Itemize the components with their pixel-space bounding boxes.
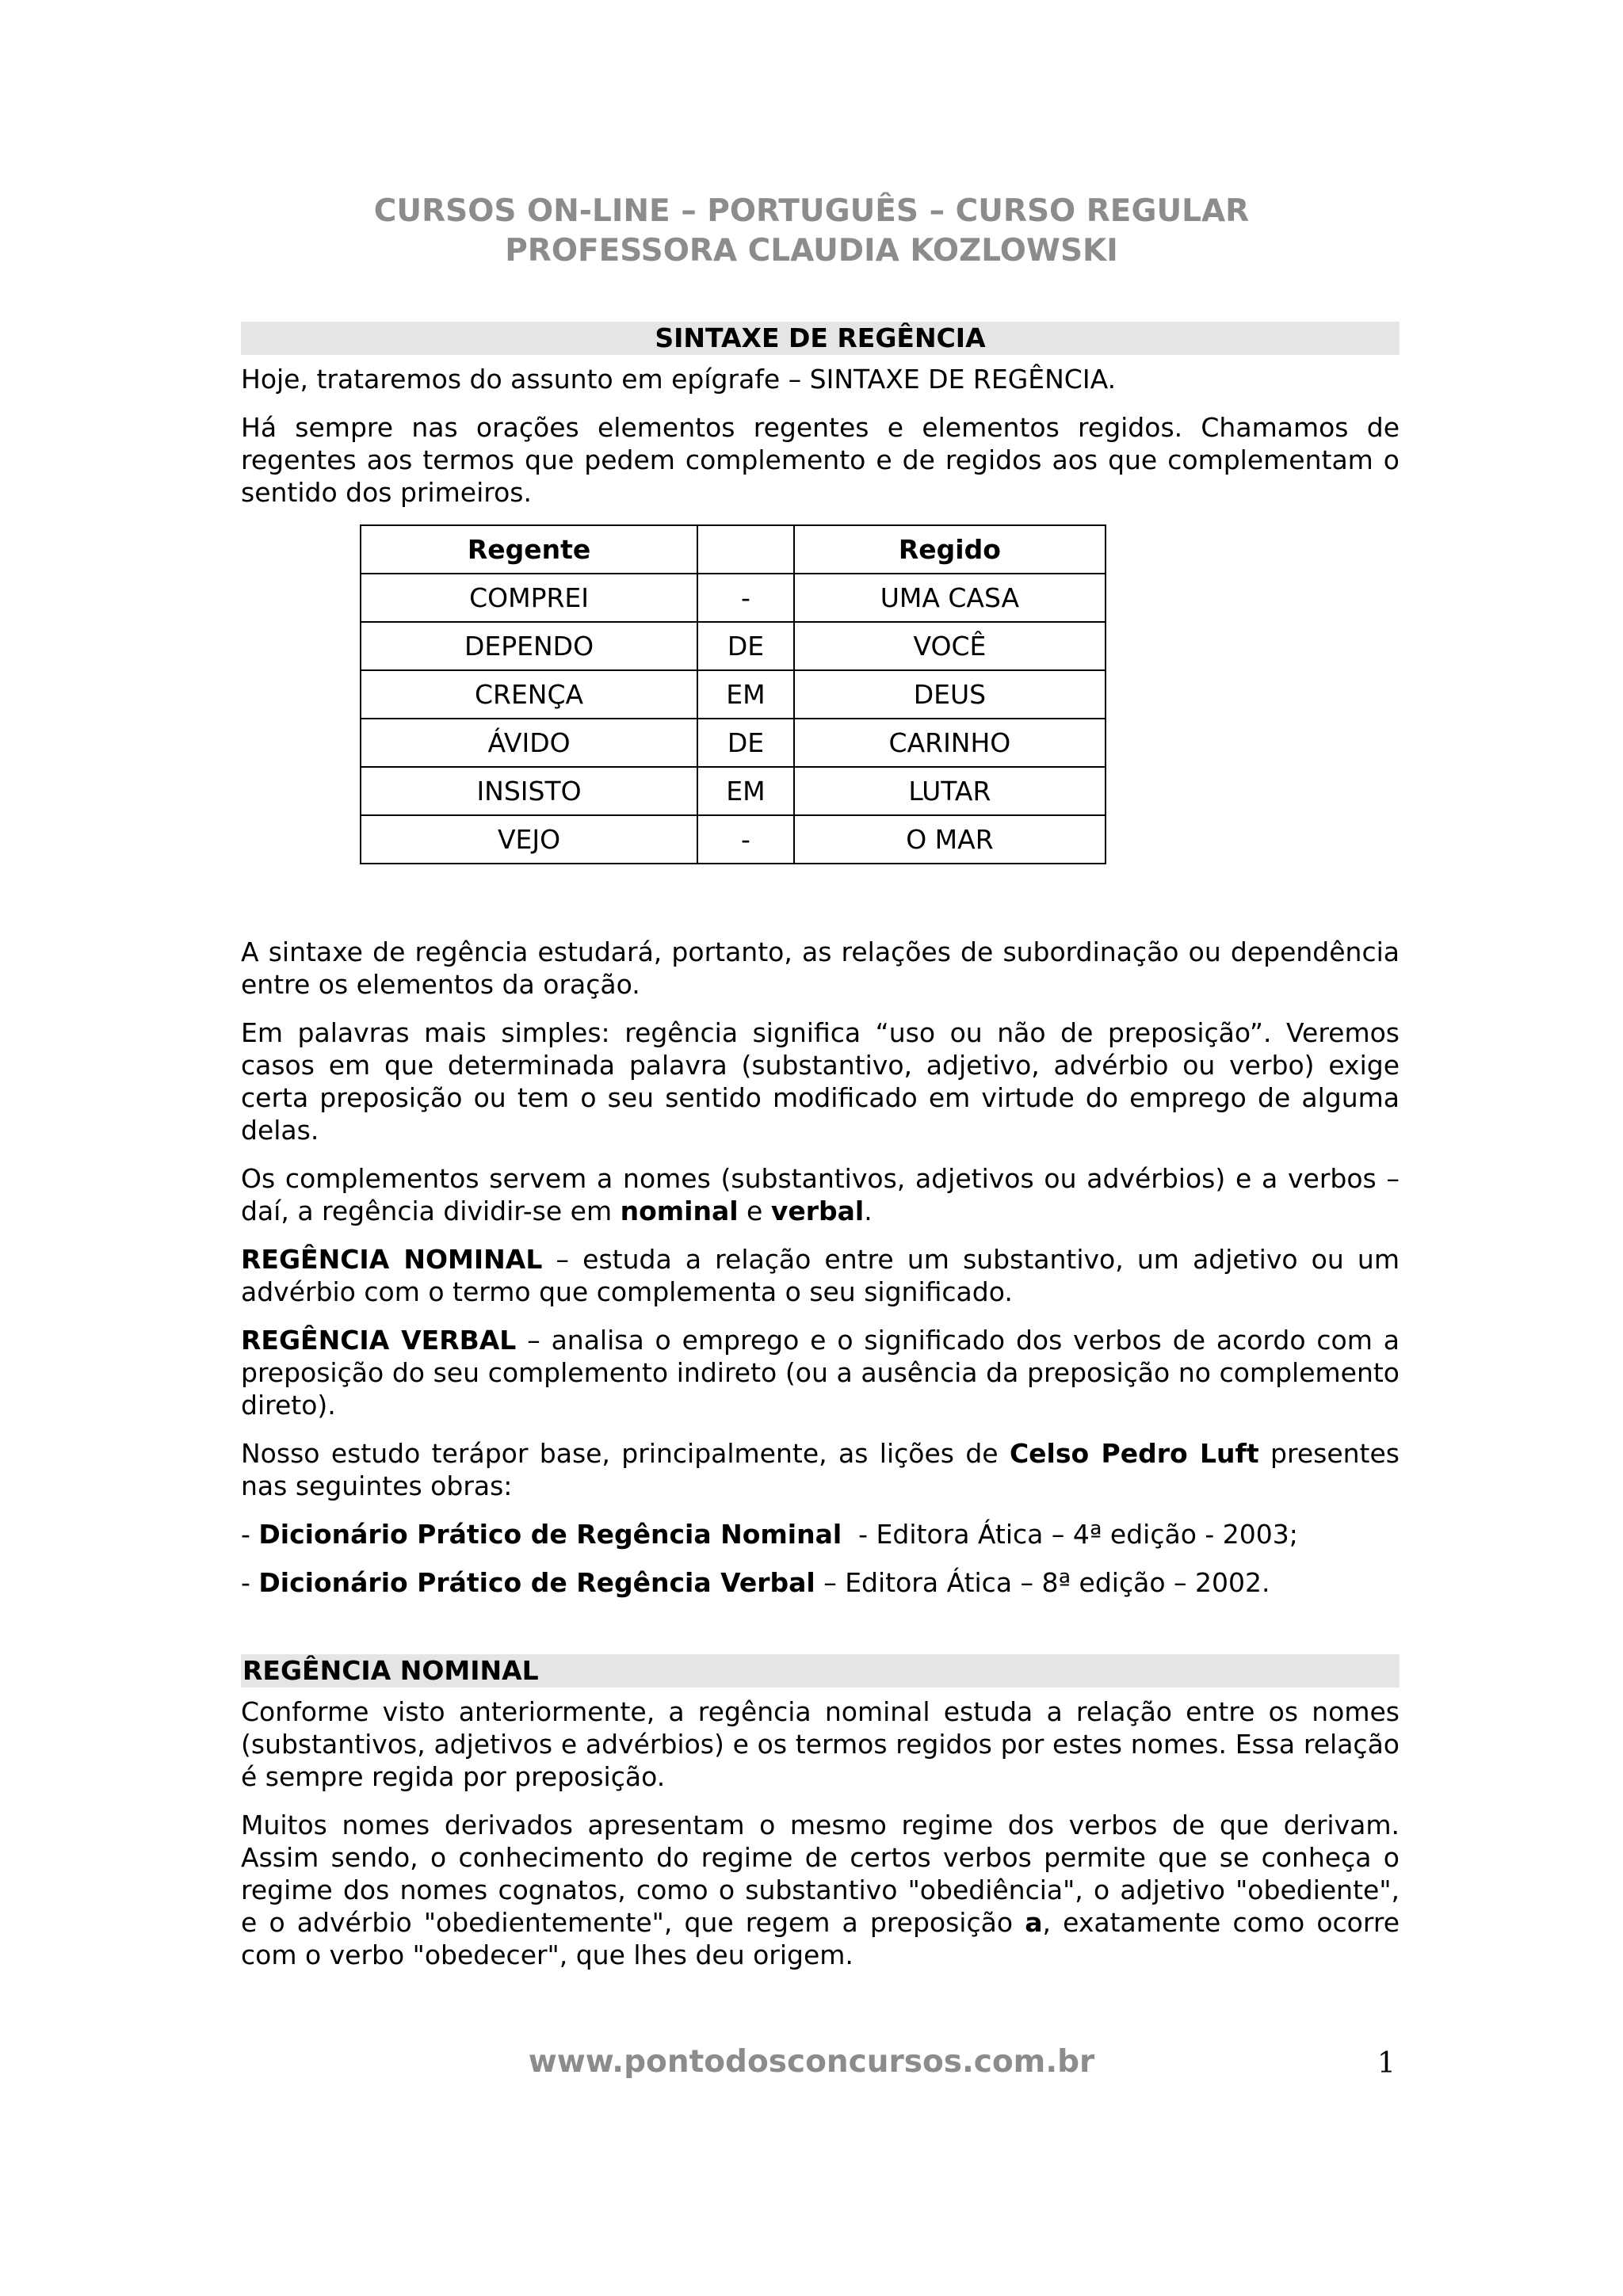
- table-row: [361, 767, 1106, 815]
- table-cell: INSISTO: [361, 767, 697, 815]
- header-regido: Regido: [794, 525, 1106, 574]
- table-row: [361, 815, 1106, 864]
- regencia-table: [360, 524, 1106, 864]
- page-number: 1: [1377, 2047, 1396, 2080]
- table-cell: CARINHO: [794, 719, 1106, 767]
- table-row: [361, 574, 1106, 622]
- intro-paragraph: Hoje, trataremos do assunto em epígrafe – SINTAXE DE REGÊNCIA.: [241, 364, 1117, 395]
- table-row: [361, 622, 1106, 670]
- table-cell: EM: [697, 670, 794, 719]
- table-cell: UMA CASA: [794, 574, 1106, 622]
- paragraph-estudo: Nosso estudo terápor base, principalmente, as lições de Celso Pedro Luft presentes nas seguintes obras:: [241, 1438, 1400, 1501]
- table-cell: COMPREI: [361, 574, 697, 622]
- header-regente: Regente: [361, 525, 697, 574]
- table-header-row: [361, 525, 1106, 574]
- paragraph-regencia-nominal: REGÊNCIA NOMINAL – estuda a relação entre um substantivo, um adjetivo ou um advérbio com o termo que complementa o seu significado.: [241, 1244, 1400, 1307]
- paragraph-regentes: Há sempre nas orações elementos regentes e elementos regidos. Chamamos de regentes aos termos que pedem complemento e de regidos aos que complementam o sentido dos primeiros.: [241, 412, 1400, 508]
- table-row: [361, 719, 1106, 767]
- paragraph-sintaxe: A sintaxe de regência estudará, portanto, as relações de subordinação ou dependência entre os elementos da oração.: [241, 936, 1400, 1000]
- section-title-regencia-nominal: REGÊNCIA NOMINAL: [241, 1654, 1400, 1688]
- page-footer: [0, 2042, 1623, 2090]
- table-cell: VOCÊ: [794, 622, 1106, 670]
- table-cell: LUTAR: [794, 767, 1106, 815]
- table-cell: DEUS: [794, 670, 1106, 719]
- table-cell: DE: [697, 719, 794, 767]
- page-header: [0, 192, 1623, 271]
- paragraph-palavras: Em palavras mais simples: regência significa “uso ou não de preposição”. Veremos casos em que determinada palavra (substantivo, adjetivo, advérbio ou verbo) exige certa preposição ou tem o seu sentido modificado em virtude do emprego de alguma delas.: [241, 1017, 1400, 1146]
- footer-url: www.pontodosconcursos.com.br: [528, 2044, 1095, 2080]
- paragraph-regencia-verbal: REGÊNCIA VERBAL – analisa o emprego e o significado dos verbos de acordo com a preposição do seu complemento indireto (ou a ausência da preposição no complemento direto).: [241, 1325, 1400, 1421]
- table-cell: -: [697, 815, 794, 864]
- paragraph-conforme: Conforme visto anteriormente, a regência nominal estuda a relação entre os nomes (substantivos, adjetivos e advérbios) e os termos regidos por estes nomes. Essa relação é sempre regida por preposição.: [241, 1696, 1400, 1792]
- document-content: [241, 322, 1400, 1987]
- paragraph-nomes-derivados: Muitos nomes derivados apresentam o mesmo regime dos verbos de que derivam. Assim sendo, o conhecimento do regime de certos verbos permite que se conheça o regime dos nomes cognatos, como o substantivo "obediência", o adjetivo "obediente", e o advérbio "obedientemente", que regem a preposição a, exatamente como ocorre com o verbo "obedecer", que lhes deu origem.: [241, 1810, 1400, 1970]
- table-cell: DE: [697, 622, 794, 670]
- table-cell: O MAR: [794, 815, 1106, 864]
- section-title-sintaxe: SINTAXE DE REGÊNCIA: [241, 322, 1400, 355]
- table-cell: -: [697, 574, 794, 622]
- header-line-2: PROFESSORA CLAUDIA KOZLOWSKI: [505, 233, 1118, 269]
- reference-verbal: - Dicionário Prático de Regência Verbal – Editora Ática – 8ª edição – 2002.: [241, 1567, 1270, 1598]
- paragraph-complementos: Os complementos servem a nomes (substantivos, adjetivos ou advérbios) e a verbos – daí, a regência dividir-se em nominal e verbal.: [241, 1163, 1400, 1226]
- table-cell: VEJO: [361, 815, 697, 864]
- header-preposition: [697, 525, 794, 574]
- reference-nominal: - Dicionário Prático de Regência Nominal - Editora Ática – 4ª edição - 2003;: [241, 1519, 1298, 1550]
- table-row: [361, 670, 1106, 719]
- table-cell: EM: [697, 767, 794, 815]
- table-cell: ÁVIDO: [361, 719, 697, 767]
- table-cell: CRENÇA: [361, 670, 697, 719]
- table-cell: DEPENDO: [361, 622, 697, 670]
- header-line-1: CURSOS ON-LINE – PORTUGUÊS – CURSO REGULAR: [373, 193, 1250, 229]
